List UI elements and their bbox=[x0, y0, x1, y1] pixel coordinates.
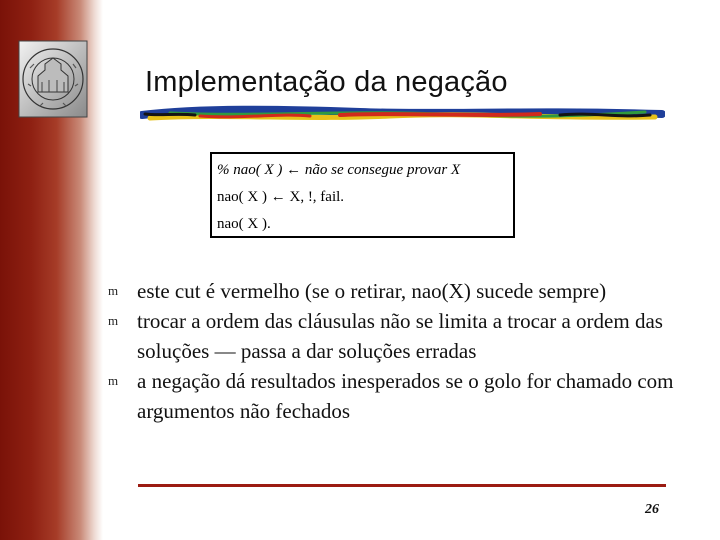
bullet-text: este cut é vermelho (se o retirar, nao(X) sucede sempre) bbox=[137, 279, 607, 303]
bullet-marker-icon: m bbox=[108, 373, 119, 388]
bullet-marker-icon: m bbox=[108, 313, 119, 328]
bullet-list bbox=[108, 276, 698, 426]
code-clause-fact: nao( X ). bbox=[217, 216, 271, 232]
bullet-item bbox=[108, 366, 698, 426]
bullet-marker-icon: m bbox=[108, 283, 119, 298]
bullet-item bbox=[108, 306, 698, 366]
brush-stroke-divider bbox=[140, 104, 665, 126]
code-box bbox=[210, 152, 515, 238]
bullet-text: a negação dá resultados inesperados se o golo for chamado com argumentos não fechados bbox=[137, 369, 674, 423]
page-number: 26 bbox=[645, 502, 659, 517]
footer-rule bbox=[138, 484, 666, 487]
slide-title: Implementação da negação bbox=[145, 66, 508, 98]
code-clause-rule: nao( X ) ← X, !, fail. bbox=[217, 189, 345, 205]
university-seal-icon bbox=[18, 40, 88, 118]
bullet-item bbox=[108, 276, 698, 306]
bullet-text: trocar a ordem das cláusulas não se limita a trocar a ordem das soluções — passa a dar soluções erradas bbox=[137, 309, 663, 363]
code-comment: % nao( X ) ← não se consegue provar X bbox=[217, 162, 461, 178]
